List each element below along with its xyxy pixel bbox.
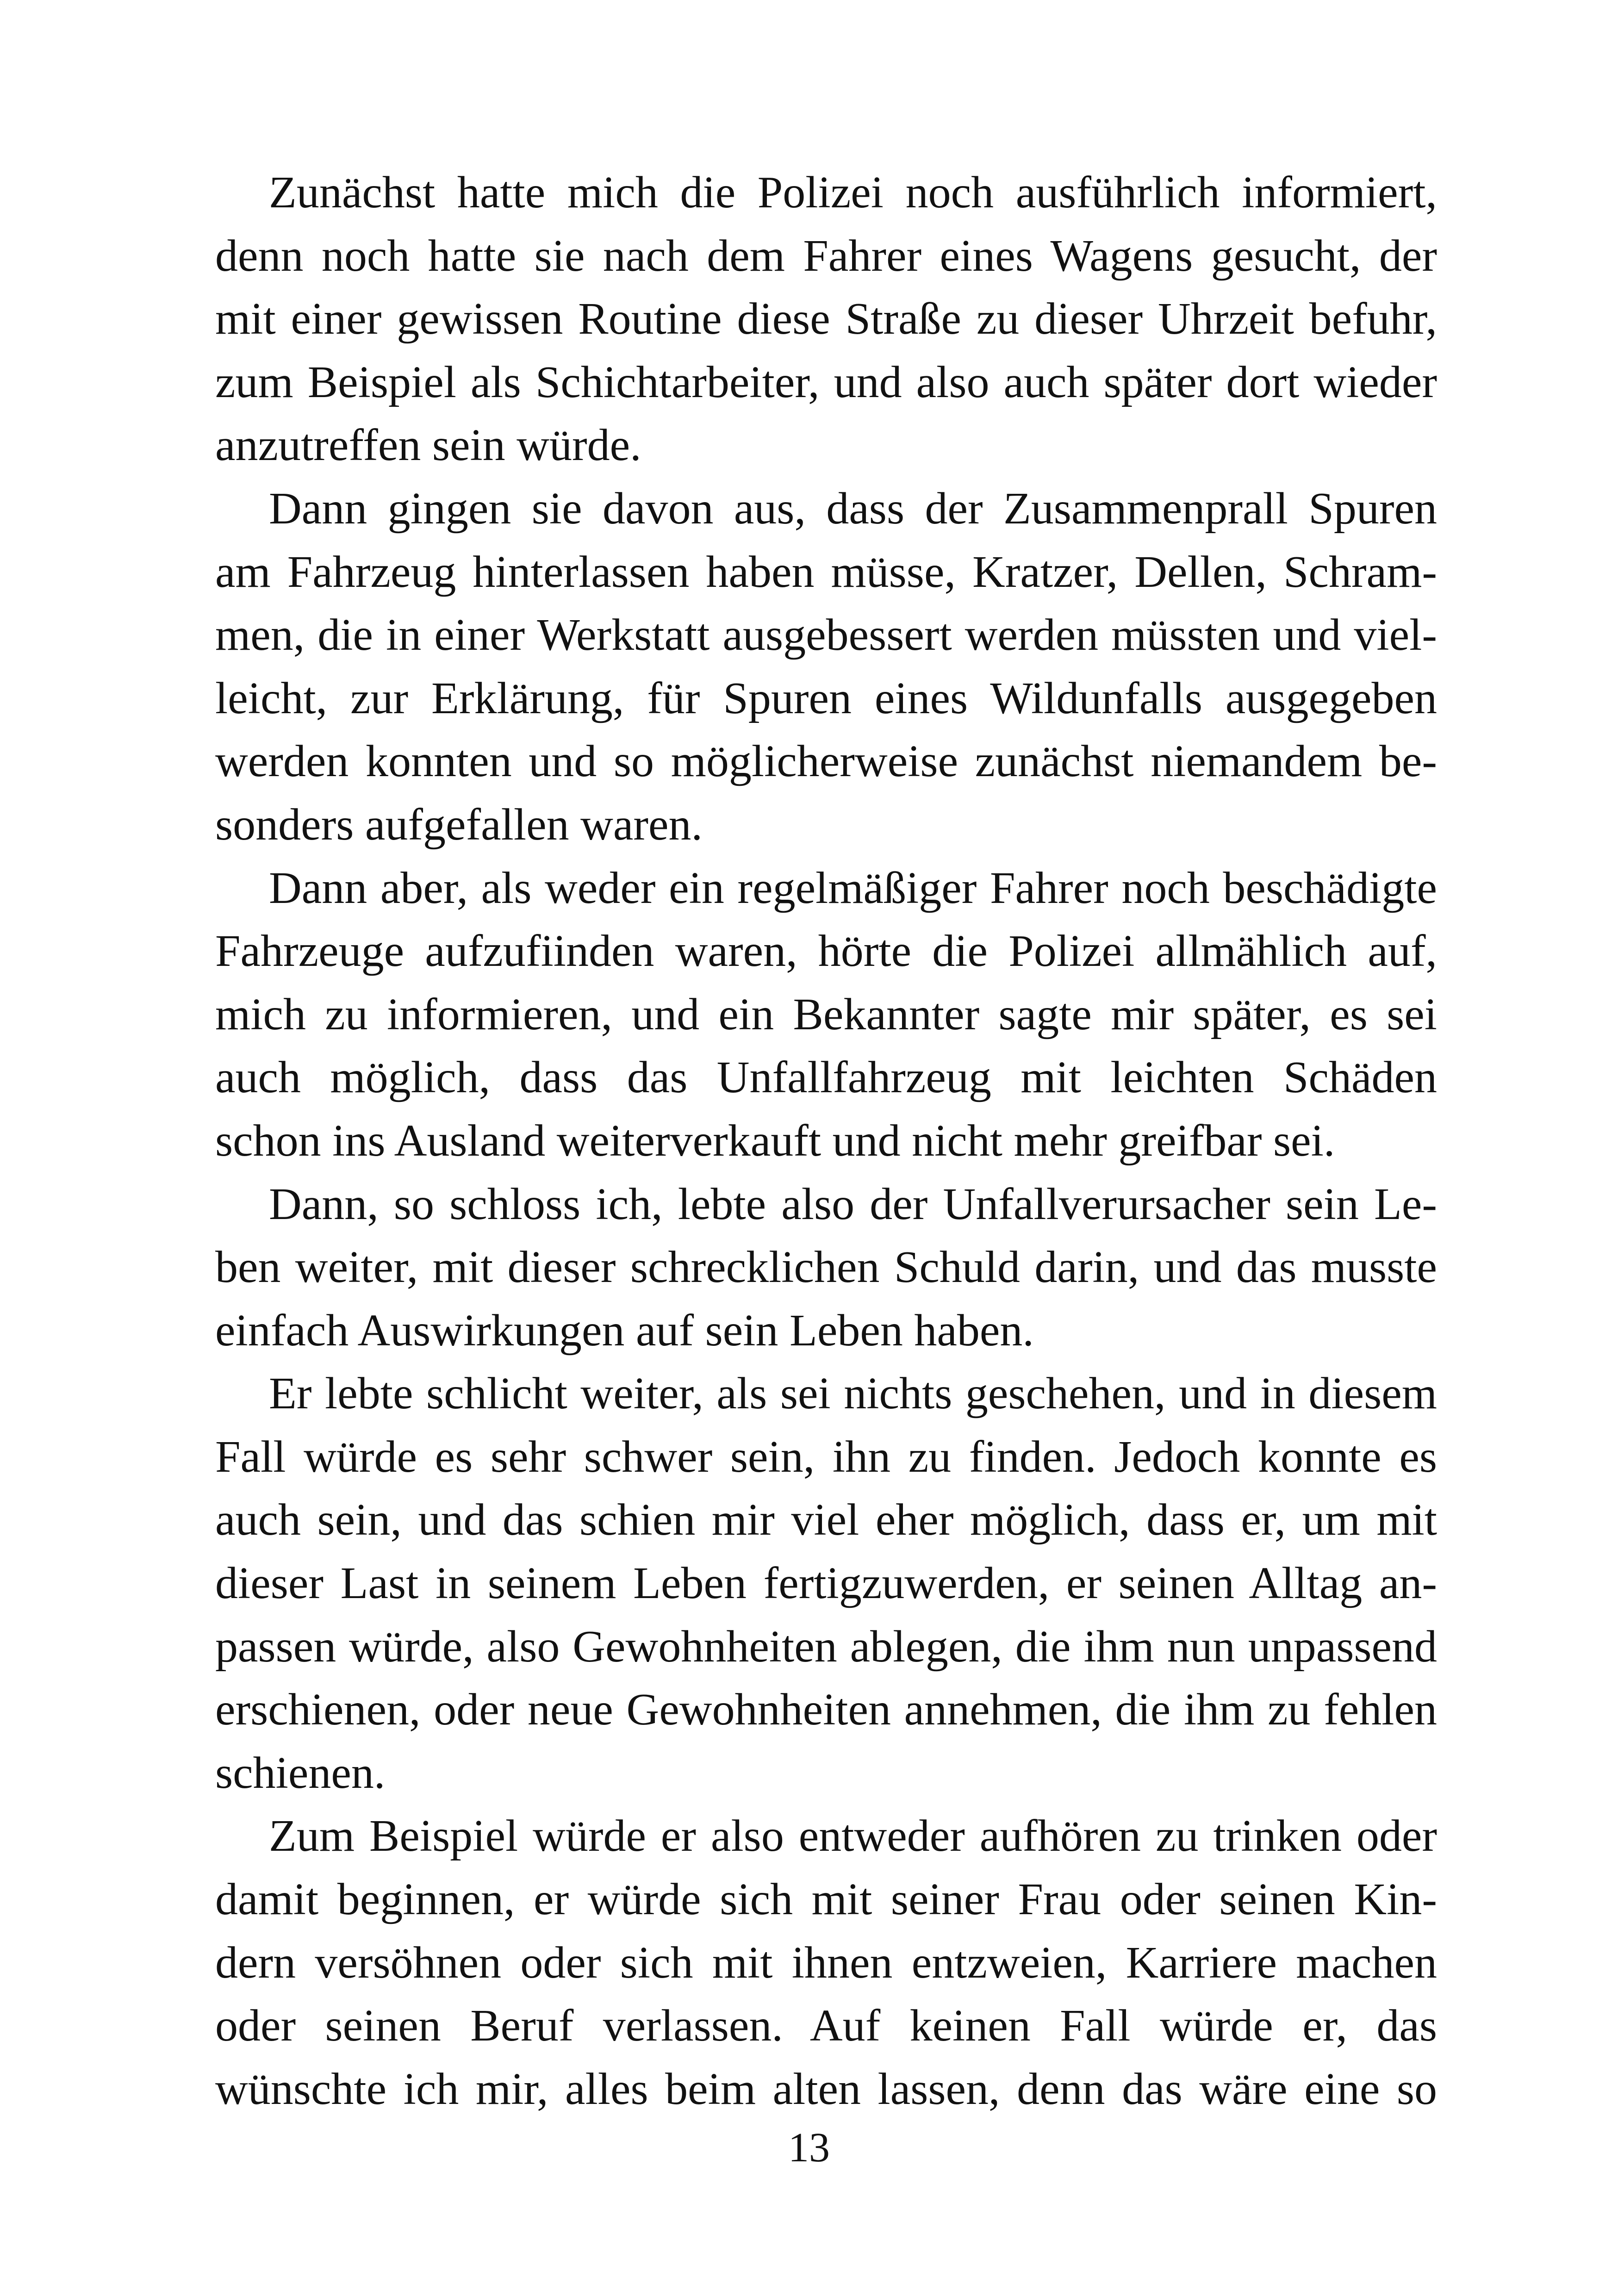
text-line: auch möglich, dass das Unfallfahrzeug mit leichten Schäden	[215, 1052, 1437, 1103]
text-line: sonders aufgefallen waren.	[215, 799, 703, 850]
text-line: anzutreffen sein würde.	[215, 420, 641, 471]
text-line: Fall würde es sehr schwer sein, ihn zu finden. Jedoch konnte es	[215, 1431, 1437, 1482]
text-line: Er lebte schlicht weiter, als sei nichts geschehen, und in diesem	[269, 1369, 1437, 1419]
text-line: auch sein, und das schien mir viel eher möglich, dass er, um mit	[215, 1495, 1437, 1545]
text-line: dieser Last in seinem Leben fertigzuwerden, er seinen Alltag an-	[215, 1558, 1437, 1609]
text-line: zum Beispiel als Schichtarbeiter, und also auch später dort wieder	[215, 357, 1437, 407]
text-line: erschienen, oder neue Gewohnheiten annehmen, die ihm zu fehlen	[215, 1685, 1437, 1735]
text-line: passen würde, also Gewohnheiten ablegen, die ihm nun unpassend	[215, 1621, 1437, 1672]
text-line: leicht, zur Erklärung, für Spuren eines Wildunfalls ausgegeben	[215, 673, 1437, 723]
text-line: schienen.	[215, 1748, 386, 1798]
text-line: mich zu informieren, und ein Bekannter sagte mir später, es sei	[215, 989, 1437, 1039]
text-line: mit einer gewissen Routine diese Straße zu dieser Uhrzeit befuhr,	[215, 294, 1437, 344]
text-line: Dann, so schloss ich, lebte also der Unfallverursacher sein Le-	[269, 1179, 1437, 1229]
text-line: werden konnten und so möglicherweise zunächst niemandem be-	[215, 736, 1437, 787]
body-text	[215, 161, 1437, 2121]
text-line: wünschte ich mir, alles beim alten lassen, denn das wäre eine so	[215, 2064, 1437, 2114]
text-line: damit beginnen, er würde sich mit seiner Frau oder seinen Kin-	[215, 1874, 1437, 1925]
text-line: Dann gingen sie davon aus, dass der Zusammenprall Spuren	[269, 483, 1437, 534]
text-line: Zum Beispiel würde er also entweder aufhören zu trinken oder	[269, 1811, 1437, 1861]
text-line: oder seinen Beruf verlassen. Auf keinen Fall würde er, das	[215, 2001, 1437, 2051]
text-line: dern versöhnen oder sich mit ihnen entzweien, Karriere machen	[215, 1937, 1437, 1988]
text-line: men, die in einer Werkstatt ausgebessert werden müssten und viel-	[215, 610, 1437, 660]
text-line: Dann aber, als weder ein regelmäßiger Fahrer noch beschädigte	[269, 863, 1437, 913]
text-line: Zunächst hatte mich die Polizei noch ausführlich informiert,	[269, 168, 1437, 218]
page-number: 13	[788, 2125, 830, 2171]
text-line: ben weiter, mit dieser schrecklichen Schuld darin, und das musste	[215, 1242, 1437, 1293]
text-line: Fahrzeuge aufzufiinden waren, hörte die Polizei allmählich auf,	[215, 926, 1437, 977]
text-line: einfach Auswirkungen auf sein Leben haben.	[215, 1305, 1034, 1356]
text-line: schon ins Ausland weiterverkauft und nicht mehr greifbar sei.	[215, 1115, 1335, 1166]
text-line: am Fahrzeug hinterlassen haben müsse, Kratzer, Dellen, Schram-	[215, 547, 1437, 597]
text-line: denn noch hatte sie nach dem Fahrer eines Wagens gesucht, der	[215, 230, 1437, 281]
